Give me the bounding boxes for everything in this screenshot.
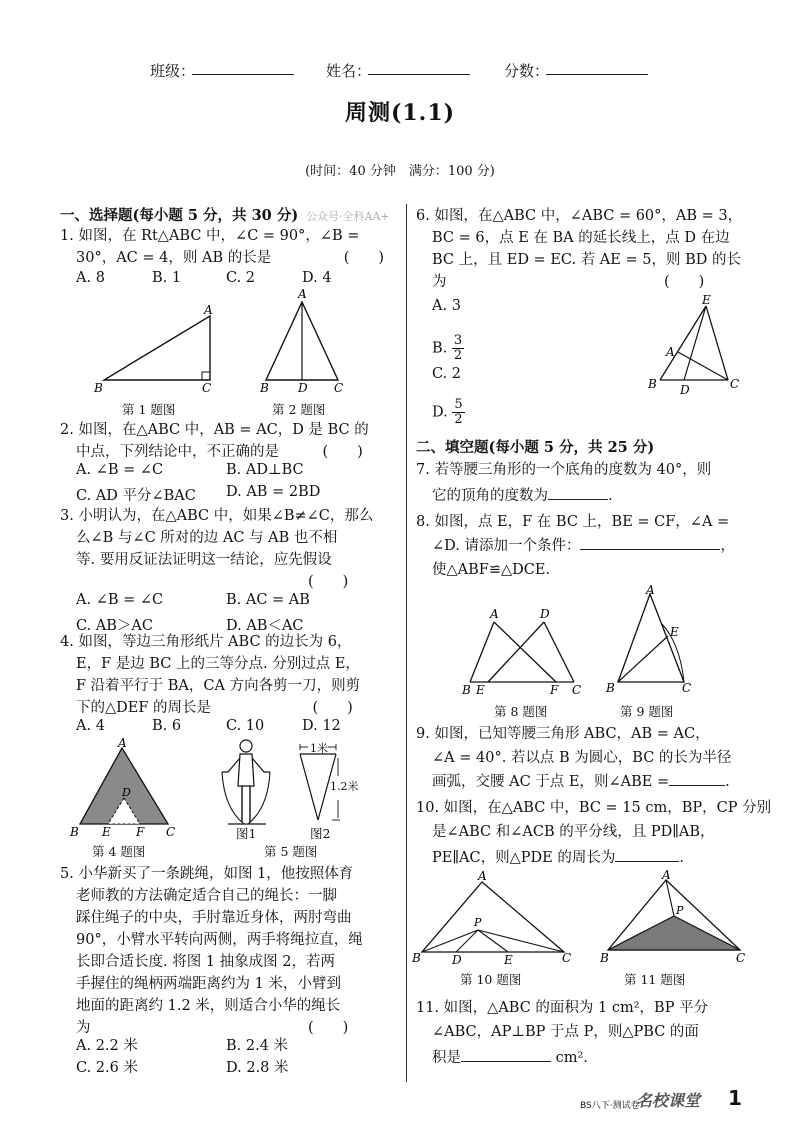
caption-fig4: 第 4 题图 — [92, 844, 146, 859]
svg-text:A: A — [204, 303, 213, 317]
q3-line-2: 么∠B 与∠C 所对的边 AC 与 AB 也不相 — [76, 530, 338, 546]
q6-option-c[interactable]: C. 2 — [432, 366, 462, 382]
q4-line-4: 下的△DEF 的周长是 ( ) — [76, 700, 353, 716]
q2-option-d[interactable]: D. AB = 2BD — [226, 484, 321, 500]
figure-q5-jump-rope-person — [214, 738, 278, 830]
q4-line-1: 4. 如图，等边三角形纸片 ABC 的边长为 6， — [60, 634, 352, 650]
q3-line-1: 3. 小明认为，在△ABC 中，如果∠B≠∠C，那么 — [60, 508, 374, 524]
svg-text:E: E — [670, 625, 679, 639]
q6-option-b-fraction — [452, 334, 464, 363]
q2-option-c[interactable]: C. AD 平分∠BAC — [76, 488, 196, 504]
caption-fig8: 第 8 题图 — [494, 704, 548, 719]
svg-text:E: E — [504, 953, 513, 966]
fig5-width-label: 1米 — [310, 742, 328, 755]
q5-option-c[interactable]: C. 2.6 米 — [76, 1060, 138, 1076]
q4-option-a[interactable]: A. 4 — [76, 718, 105, 734]
q5-line-3: 踩住绳子的中央，手肘靠近身体，两肘弯曲 — [76, 910, 352, 926]
q4-option-d[interactable]: D. 12 — [302, 718, 341, 734]
q2-option-a[interactable]: A. ∠B = ∠C — [76, 462, 164, 478]
q11-answer-blank[interactable] — [461, 1047, 551, 1062]
q6-d-numerator: 5 — [454, 397, 463, 412]
q6-option-b[interactable] — [432, 334, 464, 363]
svg-text:A: A — [666, 345, 675, 359]
q9-line-3: 画弧，交腰 AC 于点 E，则∠ABE = . — [432, 770, 730, 794]
q7-line-2: 它的顶角的度数为 . — [432, 484, 613, 508]
figure-q6-triangle — [644, 294, 744, 404]
svg-text:C: C — [334, 381, 344, 395]
svg-text:D: D — [122, 786, 131, 799]
q3-line-3: 等. 要用反证法证明这一结论，应先假设 — [76, 552, 332, 568]
q1-option-a[interactable]: A. 8 — [76, 270, 105, 286]
q6-line-1: 6. 如图，在△ABC 中，∠ABC = 60°，AB = 3， — [416, 208, 743, 224]
svg-text:A: A — [118, 738, 127, 750]
q6-line-4: 为 ( ) — [432, 274, 705, 290]
svg-text:B: B — [260, 381, 269, 395]
q3-option-c[interactable]: C. AB＞AC — [76, 618, 153, 634]
q1-line-1: 1. 如图，在 Rt△ABC 中，∠C = 90°，∠B = — [60, 228, 360, 244]
q11-text: 积是 — [432, 1050, 461, 1066]
q8-answer-blank[interactable] — [580, 535, 720, 550]
caption-fig5-1: 图1 — [236, 826, 257, 841]
q8-line-3: 使△ABF≌△DCE. — [432, 562, 551, 578]
figure-q10-bisectors — [412, 870, 582, 966]
q10-line-3: PE∥AC，则△PDE 的周长为 . — [432, 846, 684, 870]
q4-line-3: F 沿着平行于 BA，CA 方向各剪一刀，则剪 — [76, 678, 361, 694]
svg-text:B: B — [94, 381, 103, 395]
q5-option-b[interactable]: B. 2.4 米 — [226, 1038, 289, 1054]
q11-line-2: ∠ABC，AP⊥BP 于点 P，则△PBC 的面 — [432, 1024, 699, 1040]
q5-line-2: 老师教的方法确定适合自己的绳长：一脚 — [76, 888, 337, 904]
svg-text:P: P — [676, 904, 684, 917]
figure-q1-triangle — [92, 300, 222, 400]
section-choice-title: 一、选择题(每小题 5 分，共 30 分) — [60, 207, 299, 224]
page-number: 1 — [728, 1086, 742, 1110]
q1-option-d[interactable]: D. 4 — [302, 270, 332, 286]
svg-text:E: E — [702, 294, 711, 307]
q11-line-3 — [432, 1046, 588, 1070]
svg-text:B: B — [462, 683, 471, 696]
class-label: 班级： — [150, 62, 196, 80]
q11-line-1: 11. 如图，△ABC 的面积为 1 cm²，BP 平分 — [416, 1000, 709, 1016]
q8-line-2: ∠D. 请添加一个条件： ， — [432, 534, 735, 558]
svg-text:C: C — [572, 683, 582, 696]
svg-text:P: P — [474, 916, 482, 929]
q1-option-b[interactable]: B. 1 — [152, 270, 182, 286]
svg-text:A: A — [478, 870, 487, 883]
svg-text:B: B — [648, 377, 657, 391]
q6-option-d-label: D. — [432, 404, 448, 421]
q10-text: PE∥AC，则△PDE 的周长为 — [432, 850, 616, 866]
q5-line-7: 地面的距离约 1.2 米，则适合小华的绳长 — [76, 998, 341, 1014]
svg-text:B: B — [412, 951, 421, 965]
svg-text:C: C — [166, 825, 176, 838]
svg-text:E: E — [476, 683, 485, 696]
svg-text:D: D — [452, 953, 462, 966]
q6-option-d[interactable] — [432, 398, 465, 427]
q7-answer-blank[interactable] — [548, 485, 608, 500]
q5-option-a[interactable]: A. 2.2 米 — [76, 1038, 138, 1054]
svg-text:A: A — [298, 287, 307, 301]
figure-q8-triangles — [456, 606, 586, 696]
q9-text: 画弧，交腰 AC 于点 E，则∠ABE = — [432, 774, 670, 790]
footer-series: BS八下·测试卷 — [580, 1101, 640, 1111]
q7-text: 它的顶角的度数为 — [432, 488, 548, 504]
q5-line-6: 手握住的绳柄两端距离约为 1 米，小臂到 — [76, 976, 341, 992]
q6-b-denominator: 2 — [453, 348, 463, 363]
svg-text:B: B — [600, 951, 609, 965]
q5-line-8: 为 ( ) — [76, 1020, 349, 1036]
page-title: 周测(1.1) — [344, 100, 456, 126]
svg-text:C: C — [202, 381, 212, 395]
q10-line-2: 是∠ABC 和∠ACB 的平分线，且 PD∥AB， — [432, 824, 715, 840]
q6-d-denominator: 2 — [454, 412, 463, 427]
q10-line-1: 10. 如图，在△ABC 中，BC = 15 cm，BP，CP 分别 — [416, 800, 772, 816]
q8-line-1: 8. 如图，点 E，F 在 BC 上，BE = CF，∠A = — [416, 514, 730, 530]
q10-answer-blank[interactable] — [615, 847, 679, 862]
q4-line-2: E，F 是边 BC 上的三等分点. 分别过点 E， — [76, 656, 360, 672]
svg-text:A: A — [490, 607, 499, 621]
svg-text:B: B — [606, 681, 615, 695]
footer-brand-logo: 名校课堂 — [636, 1091, 701, 1110]
caption-fig10: 第 10 题图 — [460, 972, 522, 987]
q9-line-2: ∠A = 40°. 若以点 B 为圆心，BC 的长为半径 — [432, 750, 732, 766]
q7-line-1: 7. 若等腰三角形的一个底角的度数为 40°，则 — [416, 462, 712, 478]
column-divider — [406, 204, 407, 1082]
q4-option-b[interactable]: B. 6 — [152, 718, 182, 734]
svg-text:D: D — [298, 381, 308, 395]
q9-answer-blank[interactable] — [669, 771, 725, 786]
svg-text:D: D — [540, 607, 550, 621]
caption-fig2: 第 2 题图 — [272, 402, 326, 417]
q6-option-d-fraction — [452, 398, 464, 427]
q6-b-numerator: 3 — [453, 333, 463, 348]
figure-q11-shaded-triangle — [600, 870, 750, 966]
q1-line-2: 30°，AC = 4，则 AB 的长是 ( ) — [76, 250, 385, 266]
q2-line-1: 2. 如图，在△ABC 中，AB = AC，D 是 BC 的 — [60, 422, 369, 438]
q3-option-b[interactable]: B. AC = AB — [226, 592, 310, 608]
q5-line-4: 90°，小臂水平转向两侧，两手将绳拉直，绳 — [76, 932, 363, 948]
svg-text:A: A — [646, 584, 655, 597]
svg-text:F: F — [550, 683, 559, 696]
score-blank[interactable] — [546, 74, 648, 75]
svg-text:C: C — [730, 377, 740, 391]
figure-q2-triangle — [258, 286, 350, 400]
time-info: (时间：40 分钟 满分：100 分) — [305, 164, 495, 179]
svg-text:C: C — [682, 681, 692, 695]
q3-line-4: ( ) — [76, 574, 349, 590]
q11-unit: cm². — [555, 1050, 588, 1066]
q5-option-d[interactable]: D. 2.8 米 — [226, 1060, 289, 1076]
q2-line-2: 中点，下列结论中，不正确的是 ( ) — [76, 444, 363, 460]
q6-option-a[interactable]: A. 3 — [432, 298, 461, 314]
svg-text:A: A — [662, 870, 671, 882]
q2-option-b[interactable]: B. AD⊥BC — [226, 462, 304, 478]
svg-text:C: C — [736, 951, 746, 965]
caption-fig5: 第 5 题图 — [264, 844, 318, 859]
name-label: 姓名： — [326, 62, 372, 80]
q6-line-2: BC = 6，点 E 在 BA 的延长线上，点 D 在边 — [432, 230, 730, 246]
q6-option-b-label: B. — [432, 340, 448, 357]
score-label: 分数： — [504, 62, 550, 80]
q5-line-5: 长即合适长度. 将图 1 抽象成图 2，若两 — [76, 954, 335, 970]
caption-fig9: 第 9 题图 — [620, 704, 674, 719]
figure-q4-cut-triangle — [68, 738, 178, 838]
q3-option-a[interactable]: A. ∠B = ∠C — [76, 592, 164, 608]
q6-line-3: BC 上，且 ED = EC. 若 AE = 5，则 BD 的长 — [432, 252, 741, 268]
section-fill-title: 二、填空题(每小题 5 分，共 25 分) — [416, 439, 655, 456]
svg-text:D: D — [680, 383, 690, 397]
q8-text: ∠D. 请添加一个条件： — [432, 538, 581, 554]
name-blank[interactable] — [368, 74, 470, 75]
figure-q9-isosceles-arc — [604, 584, 700, 696]
watermark: 公众号·全科AA+ — [306, 210, 390, 223]
fig5-height-label: 1.2米 — [330, 780, 359, 793]
caption-fig5-2: 图2 — [310, 826, 331, 841]
caption-fig1: 第 1 题图 — [122, 402, 176, 417]
q1-option-c[interactable]: C. 2 — [226, 270, 256, 286]
q4-option-c[interactable]: C. 10 — [226, 718, 265, 734]
svg-text:F: F — [136, 825, 145, 838]
q3-option-d[interactable]: D. AB＜AC — [226, 618, 304, 634]
caption-fig11: 第 11 题图 — [624, 972, 686, 987]
svg-text:E: E — [102, 825, 111, 838]
q9-line-1: 9. 如图，已知等腰三角形 ABC，AB = AC， — [416, 726, 710, 742]
svg-text:C: C — [562, 951, 572, 965]
svg-text:B: B — [70, 825, 79, 838]
q5-line-1: 5. 小华新买了一条跳绳，如图 1，他按照体育 — [60, 866, 354, 882]
class-blank[interactable] — [192, 74, 294, 75]
